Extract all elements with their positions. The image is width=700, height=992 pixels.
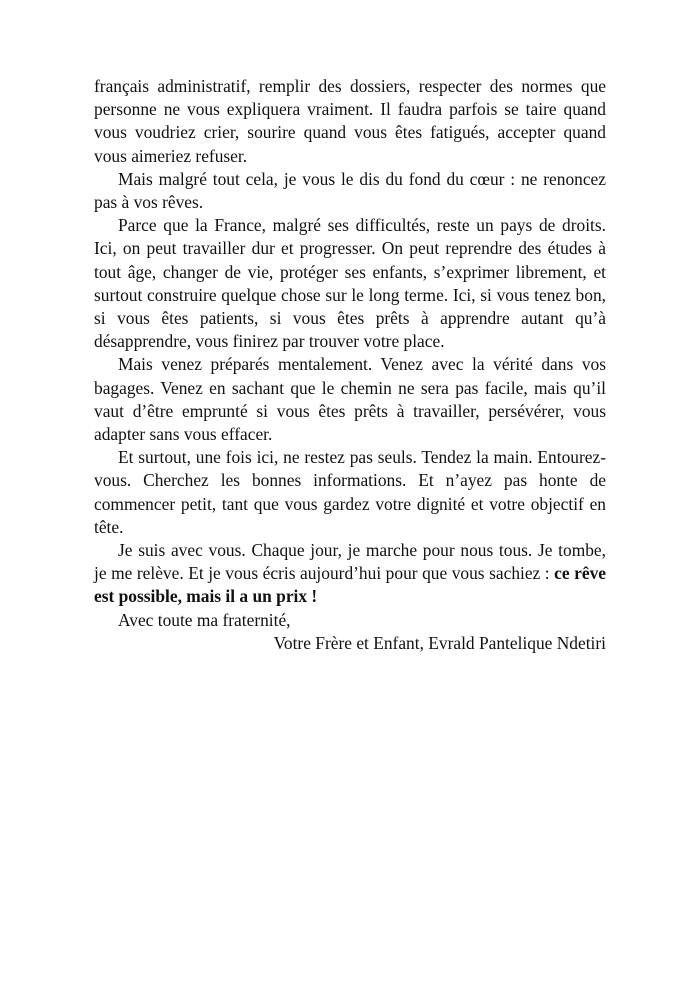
paragraph-dreams: Mais malgré tout cela, je vous le dis du fond du cœur : ne renoncez pas à vos rêves.	[94, 168, 606, 213]
letter-body	[94, 75, 606, 655]
paragraph-continued: français administratif, remplir des dossiers, respecter des normes que personne ne vous expliquera vraiment. Il faudra parfois se taire quand vous voudriez crier, sourire quand vous êtes fatigués, accepter quand vous aimeriez refuser.	[94, 76, 606, 166]
paragraph-prepared: Mais venez préparés mentalement. Venez avec la vérité dans vos bagages. Venez en sachant que le chemin ne sera pas facile, mais qu’il vaut d’être emprunté si vous êtes prêts à travailler, persévérer, vous adapter sans vous effacer.	[94, 354, 606, 445]
paragraph-france: Parce que la France, malgré ses difficultés, reste un pays de droits. Ici, on peut travailler dur et progresser. On peut reprendre des études à tout âge, changer de vie, protéger ses enfants, s’exprimer librement, et surtout construire quelque chose sur le long terme. Ici, si vous tenez bon, si vous êtes patients, si vous êtes prêts à apprendre autant qu’à désapprendre, vous finirez par trouver votre place.	[94, 215, 606, 352]
signature: Votre Frère et Enfant, Evrald Pantelique Ndetiri	[273, 632, 606, 653]
closing-line: Avec toute ma fraternité,	[118, 609, 291, 630]
emphasis-possible-dream: ce rêve est possible, mais il a un prix !	[94, 563, 606, 607]
paragraph-not-alone: Et surtout, une fois ici, ne restez pas seuls. Tendez la main. Entourez-vous. Cherchez les bonnes informations. Et n’ayez pas honte de commencer petit, tant que vous gardez votre dignité et votre objectif en tête.	[94, 447, 606, 537]
paragraph-with-you-text: Je suis avec vous. Chaque jour, je marche pour nous tous. Je tombe, je me relève. Et je vous écris aujourd’hui pour que vous sachiez :	[94, 540, 606, 584]
paragraph-with-you	[94, 539, 606, 609]
